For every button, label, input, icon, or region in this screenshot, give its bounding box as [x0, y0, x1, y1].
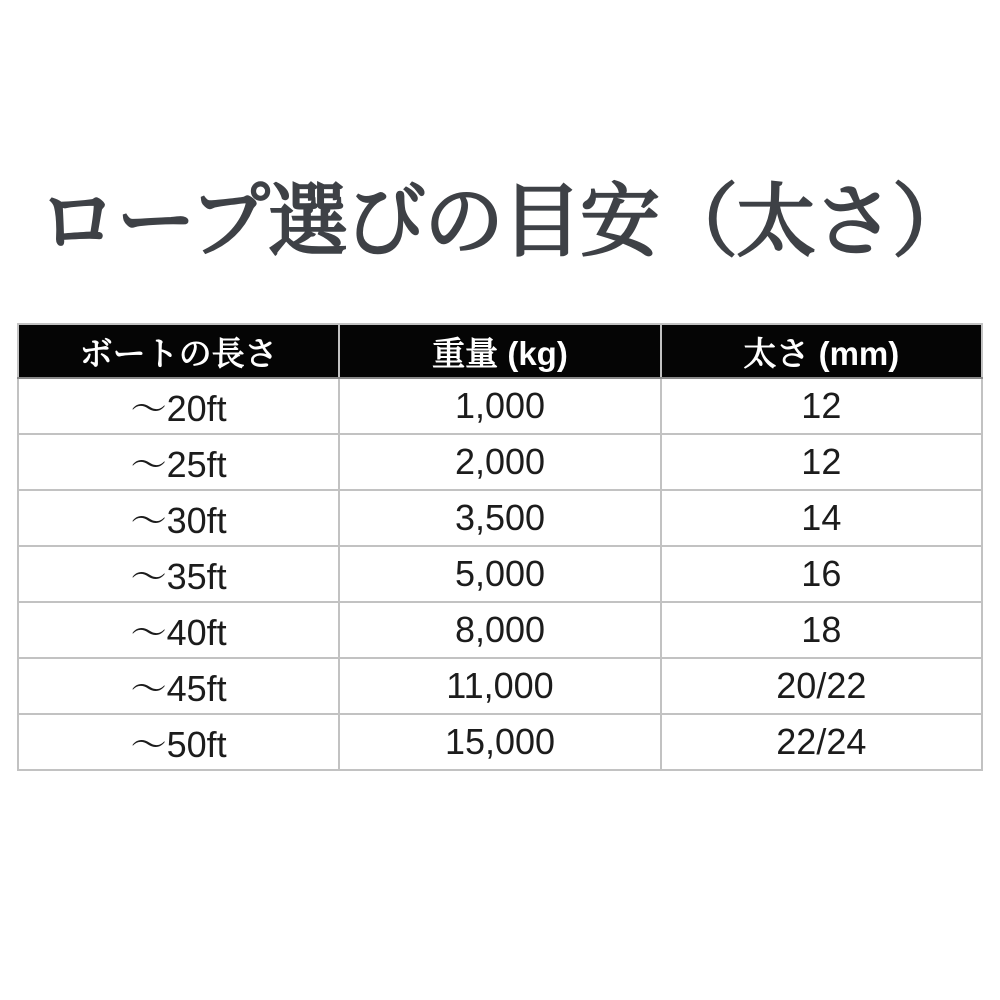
column-header-weight-kg: 重量 (kg) [339, 324, 660, 378]
cell-thickness: 12 [661, 378, 982, 434]
cell-thickness: 18 [661, 602, 982, 658]
rope-size-guide-table [17, 323, 983, 771]
column-header-boat-length: ボートの長さ [18, 324, 339, 378]
table-header-row [18, 324, 982, 378]
cell-weight: 8,000 [339, 602, 660, 658]
cell-boat-length: ～50ft [18, 714, 339, 770]
cell-boat-length: ～20ft [18, 378, 339, 434]
cell-weight: 11,000 [339, 658, 660, 714]
table-row [18, 658, 982, 714]
table-body [18, 378, 982, 770]
table-row [18, 602, 982, 658]
table-row [18, 714, 982, 770]
table-row [18, 378, 982, 434]
cell-boat-length: ～25ft [18, 434, 339, 490]
cell-weight: 1,000 [339, 378, 660, 434]
cell-weight: 2,000 [339, 434, 660, 490]
cell-boat-length: ～40ft [18, 602, 339, 658]
cell-thickness: 12 [661, 434, 982, 490]
table-row [18, 434, 982, 490]
table-row [18, 490, 982, 546]
cell-thickness: 16 [661, 546, 982, 602]
column-header-thickness-mm: 太さ (mm) [661, 324, 982, 378]
page-title: ロープ選びの目安（太さ） [38, 177, 970, 266]
cell-thickness: 14 [661, 490, 982, 546]
cell-boat-length: ～35ft [18, 546, 339, 602]
cell-boat-length: ～30ft [18, 490, 339, 546]
table-row [18, 546, 982, 602]
cell-weight: 15,000 [339, 714, 660, 770]
cell-thickness: 22/24 [661, 714, 982, 770]
cell-weight: 3,500 [339, 490, 660, 546]
cell-boat-length: ～45ft [18, 658, 339, 714]
cell-weight: 5,000 [339, 546, 660, 602]
cell-thickness: 20/22 [661, 658, 982, 714]
table-header [18, 324, 982, 378]
